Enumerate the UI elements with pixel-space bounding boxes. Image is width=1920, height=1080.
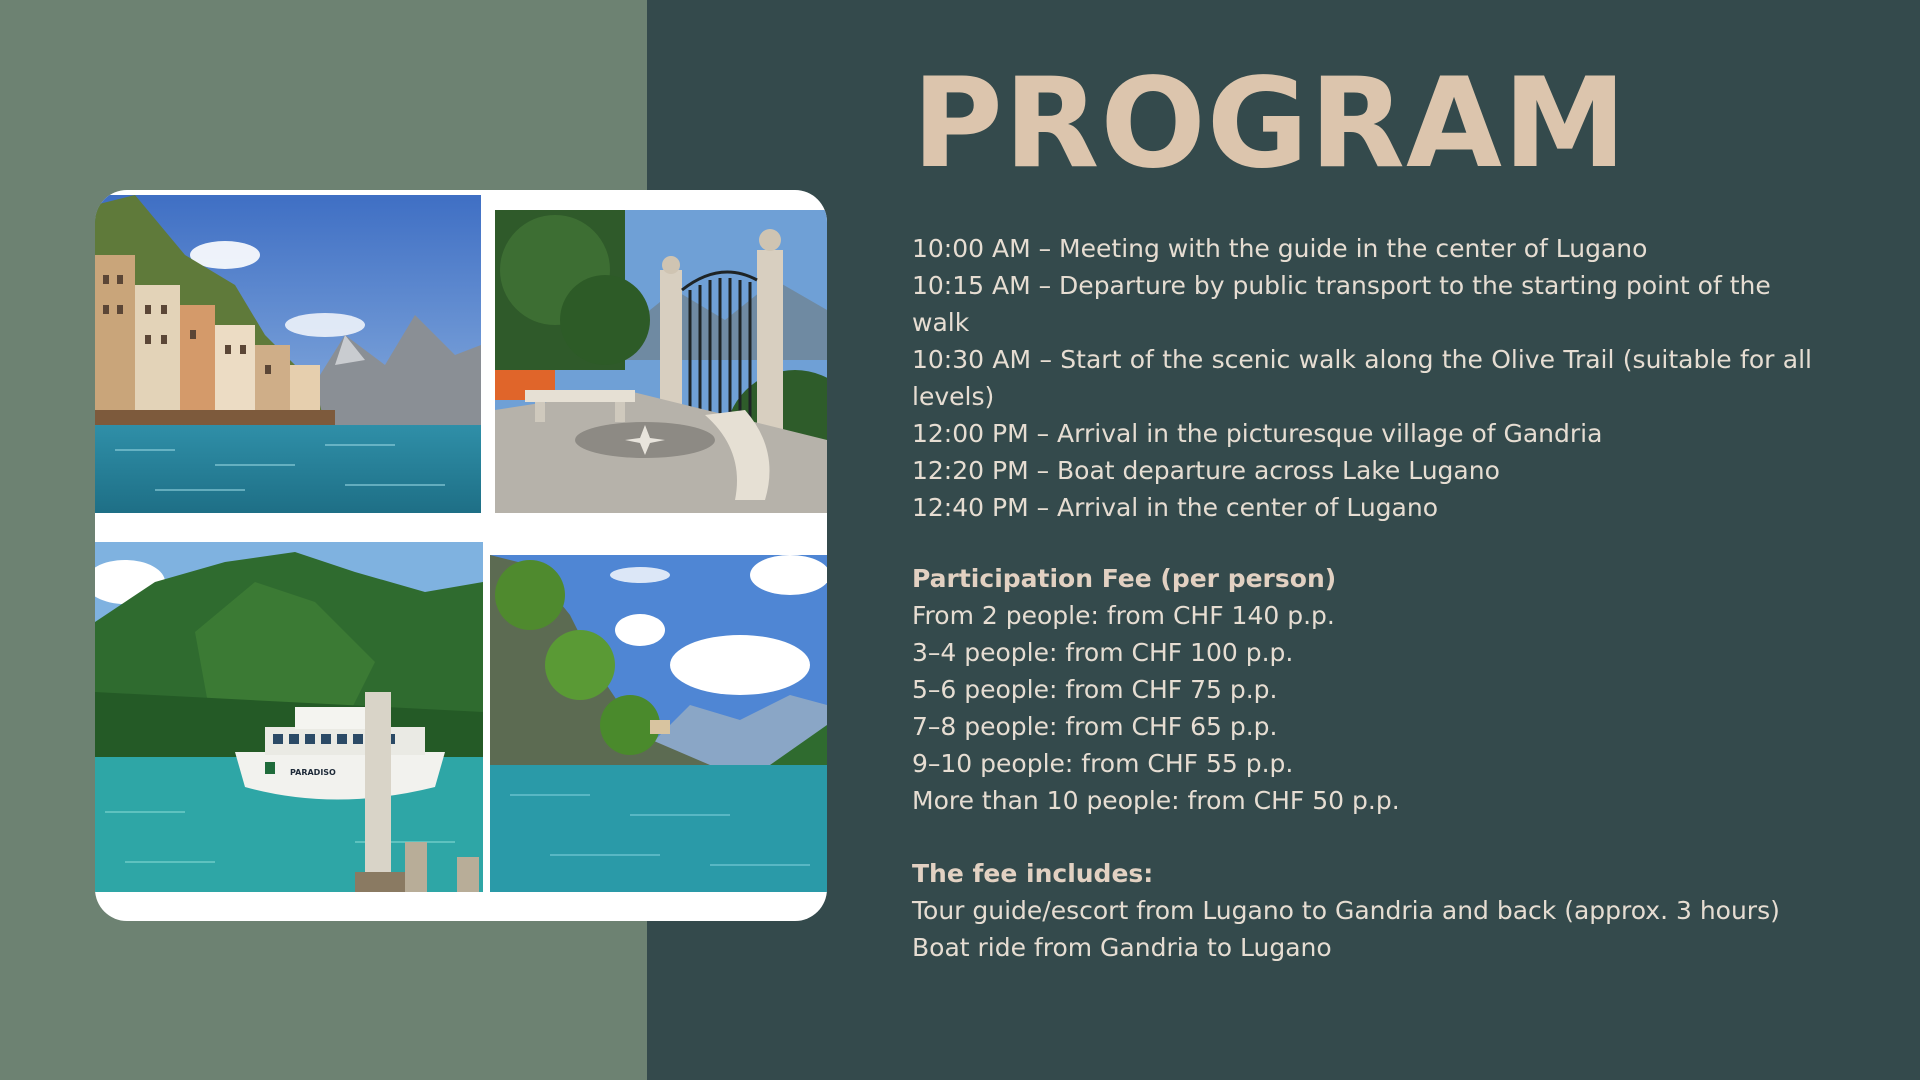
fee-item: From 2 people: from CHF 140 p.p. xyxy=(912,601,1335,630)
fees-section xyxy=(912,560,1812,819)
photo-collage xyxy=(95,190,827,921)
photo-lakeside-village xyxy=(95,195,481,513)
schedule-item: 12:40 PM – Arrival in the center of Lugano xyxy=(912,493,1439,522)
fee-item: 7–8 people: from CHF 65 p.p. xyxy=(912,712,1278,741)
fee-item: 3–4 people: from CHF 100 p.p. xyxy=(912,638,1294,667)
schedule-item: 10:30 AM – Start of the scenic walk along the Olive Trail (suitable for all levels) xyxy=(912,345,1812,411)
fee-item: More than 10 people: from CHF 50 p.p. xyxy=(912,786,1400,815)
schedule-item: 10:00 AM – Meeting with the guide in the center of Lugano xyxy=(912,234,1648,263)
program-content xyxy=(912,230,1812,966)
fee-item: 9–10 people: from CHF 55 p.p. xyxy=(912,749,1294,778)
includes-heading: The fee includes: xyxy=(912,859,1154,888)
page-title: PROGRAM xyxy=(912,52,1628,196)
includes-item: Tour guide/escort from Lugano to Gandria and back (approx. 3 hours) xyxy=(912,896,1780,925)
photo-lake-boat xyxy=(95,542,483,892)
schedule-item: 10:15 AM – Departure by public transport to the starting point of the walk xyxy=(912,271,1771,337)
includes-item: Boat ride from Gandria to Lugano xyxy=(912,933,1332,962)
fee-item: 5–6 people: from CHF 75 p.p. xyxy=(912,675,1278,704)
schedule-item: 12:20 PM – Boat departure across Lake Lugano xyxy=(912,456,1500,485)
boat-name-label: PARADISO xyxy=(290,768,336,777)
schedule-list xyxy=(912,230,1812,526)
photo-garden-gate xyxy=(495,210,827,513)
photo-lake-cliffs xyxy=(490,555,827,892)
schedule-item: 12:00 PM – Arrival in the picturesque village of Gandria xyxy=(912,419,1603,448)
includes-section xyxy=(912,855,1812,966)
fees-heading: Participation Fee (per person) xyxy=(912,564,1337,593)
